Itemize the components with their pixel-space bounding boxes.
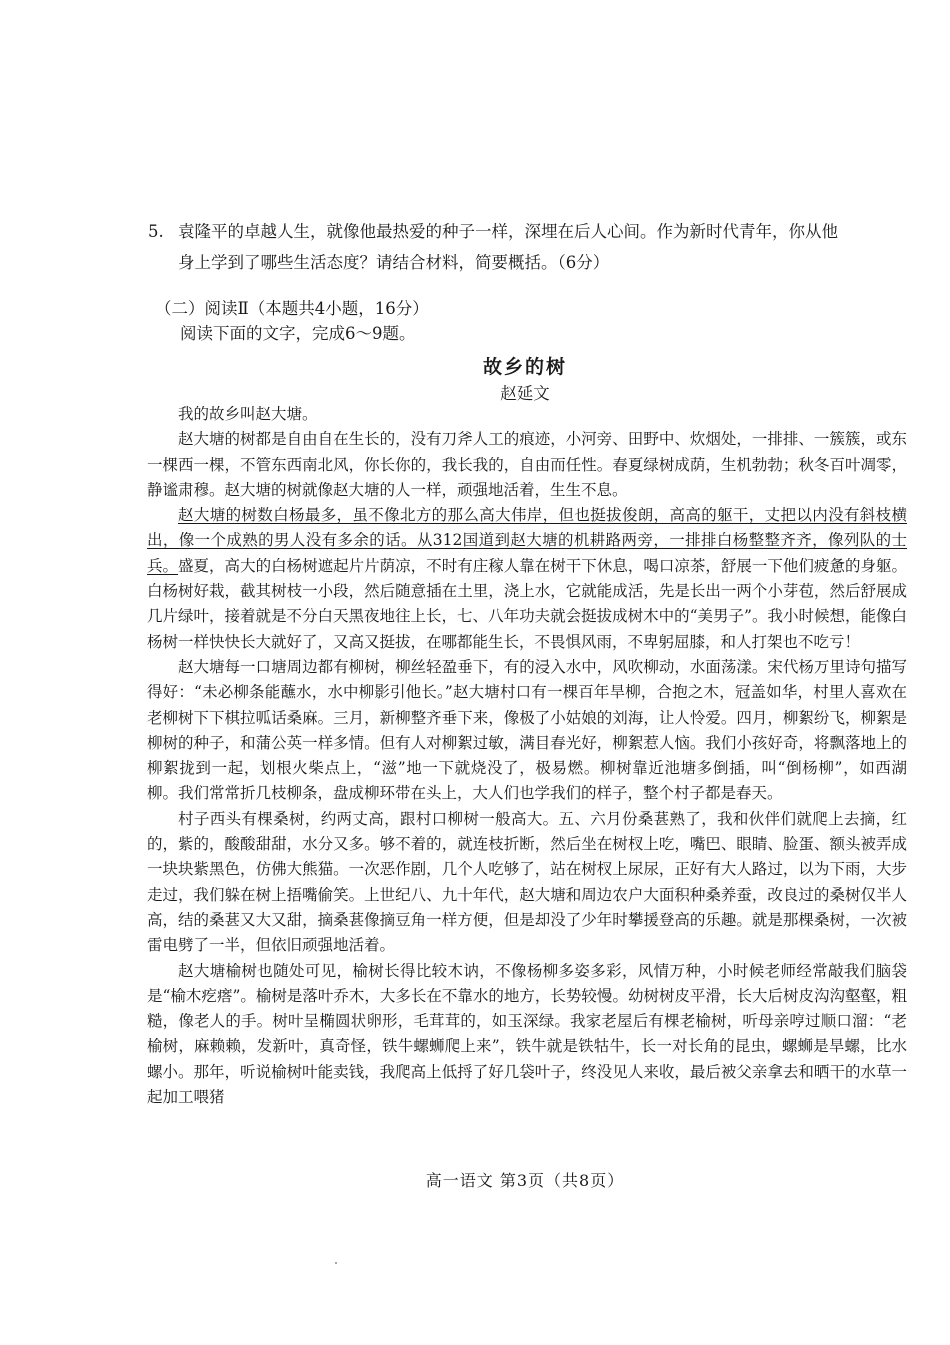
article-title: 故乡的树 bbox=[482, 356, 567, 378]
question-5 bbox=[148, 216, 908, 278]
reading-instruction: 阅读下面的文字，完成6～9题。 bbox=[180, 324, 416, 343]
article-author: 赵延文 bbox=[500, 384, 550, 403]
question-number: 5. bbox=[148, 222, 164, 241]
question-text: 袁隆平的卓越人生，就像他最热爱的种子一样，深埋在后人心间。作为新时代青年，你从他 bbox=[178, 222, 838, 241]
section-heading: （二）阅读Ⅱ（本题共4小题，16分） bbox=[155, 299, 429, 318]
underlined-passage: 赵大塘的树数白杨最多，虽不像北方的那么高大伟岸，但也挺拔俊朗，高高的躯干，丈把以内没有斜枝横出，像一个成熟的男人没有多余的话。从312国道到赵大塘的机耕路两旁，一排排白杨整整齐齐，像列队的士兵。 bbox=[147, 506, 907, 575]
question-5-line-1 bbox=[148, 216, 908, 247]
article-paragraph-5: 村子西头有棵桑树，约两丈高，跟村口柳树一般高大。五、六月份桑葚熟了，我和伙伴们就爬上去摘，红的，紫的，酸酸甜甜，水分又多。够不着的，就连枝折断，然后坐在树杈上吃，嘴巴、眼睛、脸蛋、额头被弄成一块块紫黑色，仿佛大熊猫。一次恶作剧，几个人吃够了，站在树杈上尿尿，正好有大人路过，以为下雨，大步走过，我们躲在树上捂嘴偷笑。上世纪八、九十年代，赵大塘和周边农户大面积种桑养蚕，改良过的桑树仅半人高，结的桑葚又大又甜，摘桑葚像摘豆角一样方便，但是却没了少年时攀援登高的乐趣。就是那棵桑树，一次被雷电劈了一半，但依旧顽强地活着。 bbox=[147, 809, 907, 955]
paragraph-3-rest: 盛夏，高大的白杨树遮起片片荫凉，不时有庄稼人靠在树干下休息，喝口凉茶，舒展一下他们疲惫的身躯。白杨树好栽，截其树枝一小段，然后随意插在土里，浇上水，它就能成活，先是长出一两个小芽苞，然后舒展成几片绿叶，接着就是不分白天黑夜地往上长，七、八年功夫就会挺拔成树木中的“美男子”。我小时候想，能像白杨树一样快快长大就好了，又高又挺拔，在哪都能生长，不畏惧风雨，不卑躬屈膝，和人打架也不吃亏！ bbox=[147, 556, 907, 651]
page-footer: 高一语文 第3页（共8页） bbox=[425, 1171, 625, 1190]
article-paragraph-2: 赵大塘的树都是自由自在生长的，没有刀斧人工的痕迹，小河旁、田野中、炊烟处，一排排、一簇簇，或东一棵西一棵，不管东西南北风，你长你的，我长我的，自由而任性。春夏绿树成荫，生机勃勃；秋冬百叶凋零，静谧肃穆。赵大塘的树就像赵大塘的人一样，顽强地活着，生生不息。 bbox=[147, 430, 907, 499]
article-paragraph-3 bbox=[147, 503, 907, 655]
article-body bbox=[147, 402, 907, 1110]
scan-speck bbox=[335, 1262, 337, 1264]
article-paragraph-6: 赵大塘榆树也随处可见，榆树长得比较木讷，不像杨柳多姿多彩，风情万种，小时候老师经常敲我们脑袋是“榆木疙瘩”。榆树是落叶乔木，大多长在不靠水的地方，长势较慢。幼树树皮平滑，长大后树皮沟沟壑壑，粗糙，像老人的手。树叶呈椭圆状卵形，毛茸茸的，如玉深绿。我家老屋后有棵老榆树，听母亲哼过顺口溜：“老榆树，麻赖赖，发新叶，真奇怪，铁牛螺蛳爬上来”，铁牛就是铁牯牛，长一对长角的昆虫，螺蛳是旱螺，比水螺小。那年，听说榆树叶能卖钱，我爬高上低捋了好几袋叶子，终没见人来收，最后被父亲拿去和晒干的水草一起加工喂猪 bbox=[147, 961, 907, 1107]
article-paragraph-1: 我的故乡叫赵大塘。 bbox=[178, 405, 318, 423]
question-5-line-2: 身上学到了哪些生活态度？请结合材料，简要概括。（6分） bbox=[178, 253, 610, 272]
article-paragraph-4: 赵大塘每一口塘周边都有柳树，柳丝轻盈垂下，有的浸入水中，风吹柳动，水面荡漾。宋代杨万里诗句描写得好：“未必柳条能蘸水，水中柳影引他长。”赵大塘村口有一棵百年旱柳，合抱之木，冠盖如华，村里人喜欢在老柳树下下棋拉呱话桑麻。三月，新柳整齐垂下来，像极了小姑娘的刘海，让人怜爱。四月，柳絮纷飞，柳絮是柳树的种子，和蒲公英一样多情。但有人对柳絮过敏，满目春光好，柳絮惹人恼。我们小孩好奇，将飘落地上的柳絮拢到一起，划根火柴点上，“滋”地一下就烧没了，极易燃。柳树靠近池塘多倒插，叫“倒杨柳”，如西湖柳。我们常常折几枝柳条，盘成柳环带在头上，大人们也学我们的样子，整个村子都是春天。 bbox=[147, 657, 907, 803]
